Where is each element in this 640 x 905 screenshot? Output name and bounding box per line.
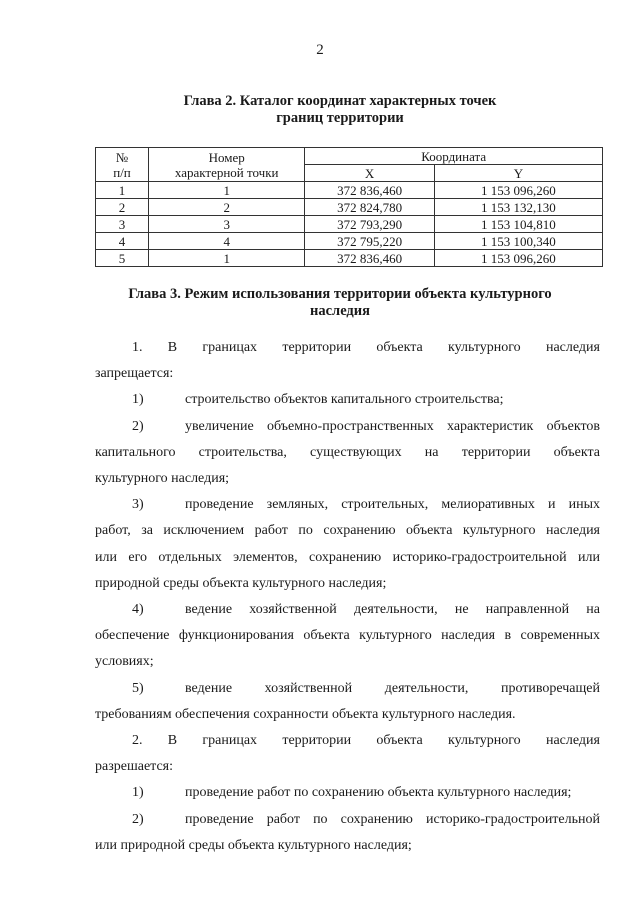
header-point: Номер характерной точки — [149, 148, 305, 182]
page-number: 2 — [316, 42, 324, 58]
list-item: 4) ведение хозяйственной деятельности, не направленной на — [132, 602, 600, 618]
header-x: X — [305, 165, 434, 182]
cell-point: 1 — [149, 182, 305, 199]
section-number: 1. — [132, 340, 143, 355]
cell-y: 1 153 096,260 — [434, 250, 602, 267]
section-1-lead: 1. В границах территории объекта культурного наследия — [95, 335, 600, 361]
section-number: 2. — [132, 733, 143, 749]
cell-no: 5 — [96, 250, 149, 267]
section-2-lead: 2. В границах территории объекта культурного наследия — [95, 728, 600, 754]
cell-point: 4 — [149, 233, 305, 250]
table-row — [96, 199, 603, 216]
cell-y: 1 153 132,130 — [434, 199, 602, 216]
list-item: 1) проведение работ по сохранению объекта культурного наследия; — [132, 785, 572, 801]
cell-x: 372 793,290 — [305, 216, 434, 233]
section-2-lead-end: разрешается: — [95, 759, 173, 775]
list-item: 2) увеличение объемно-пространственных характеристик объектов — [132, 418, 600, 434]
header-coord: Координата — [305, 148, 603, 165]
list-item: 2) проведение работ по сохранению историко-градостроительной — [132, 811, 600, 827]
table-row — [96, 233, 603, 250]
body-text: 1. В границах территории объекта культурного наследия запрещается: 1) строительство объектов капитального строительства; 2) увеличение объемно-пространственных характеристик объектов капитального строительства, существующих на территории объекта культурного наследия; 3) проведение земляных, строительных, мелиоративных и иных работ, за исключением работ по сохранению объекта культурного наследия или его отдельных элементов, сохранению историко-градостроительной или природной среды объекта культурного наследия; 4) ведение хозяйственной деятельности, не направленной на обеспечение функционирования объекта культурного наследия в современных условиях; 5) ведение хозяйственной деятельности, противоречащей требованиям обеспечения сохранности объекта культурного наследия. 2. В границах территории объекта культурного наследия разрешается: 1) проведение работ по сохранению объекта культурного наследия; 2) проведение работ по сохранению историко-градостроительной или природной среды объекта культурного наследия; — [95, 335, 600, 859]
table-row — [96, 182, 603, 199]
cell-x: 372 836,460 — [305, 250, 434, 267]
chapter-2-title-line1: Глава 2. Каталог координат характерных точек — [183, 93, 497, 109]
cell-y: 1 153 096,260 — [434, 182, 602, 199]
chapter-2-title-line2: границ территории — [276, 110, 404, 126]
chapter-3-title — [80, 286, 600, 320]
cell-no: 3 — [96, 216, 149, 233]
cell-no: 1 — [96, 182, 149, 199]
chapter-3-title-line1: Глава 3. Режим использования территории объекта культурного — [128, 286, 552, 302]
section-1-lead-end: запрещается: — [95, 366, 174, 382]
cell-no: 2 — [96, 199, 149, 216]
list-item: 3) проведение земляных, строительных, мелиоративных и иных — [132, 497, 600, 513]
list-item: 5) ведение хозяйственной деятельности, противоречащей — [132, 680, 600, 696]
cell-x: 372 795,220 — [305, 233, 434, 250]
list-item: 1) строительство объектов капитального строительства; — [132, 392, 504, 408]
table-row — [96, 250, 603, 267]
header-no: № п/п — [96, 148, 149, 182]
cell-y: 1 153 104,810 — [434, 216, 602, 233]
table-row — [96, 216, 603, 233]
cell-point: 2 — [149, 199, 305, 216]
cell-x: 372 824,780 — [305, 199, 434, 216]
cell-point: 3 — [149, 216, 305, 233]
chapter-3-title-line2: наследия — [310, 303, 370, 319]
cell-x: 372 836,460 — [305, 182, 434, 199]
header-y: Y — [434, 165, 602, 182]
cell-point: 1 — [149, 250, 305, 267]
cell-y: 1 153 100,340 — [434, 233, 602, 250]
coordinates-table — [95, 147, 603, 267]
cell-no: 4 — [96, 233, 149, 250]
chapter-2-title — [80, 93, 600, 127]
